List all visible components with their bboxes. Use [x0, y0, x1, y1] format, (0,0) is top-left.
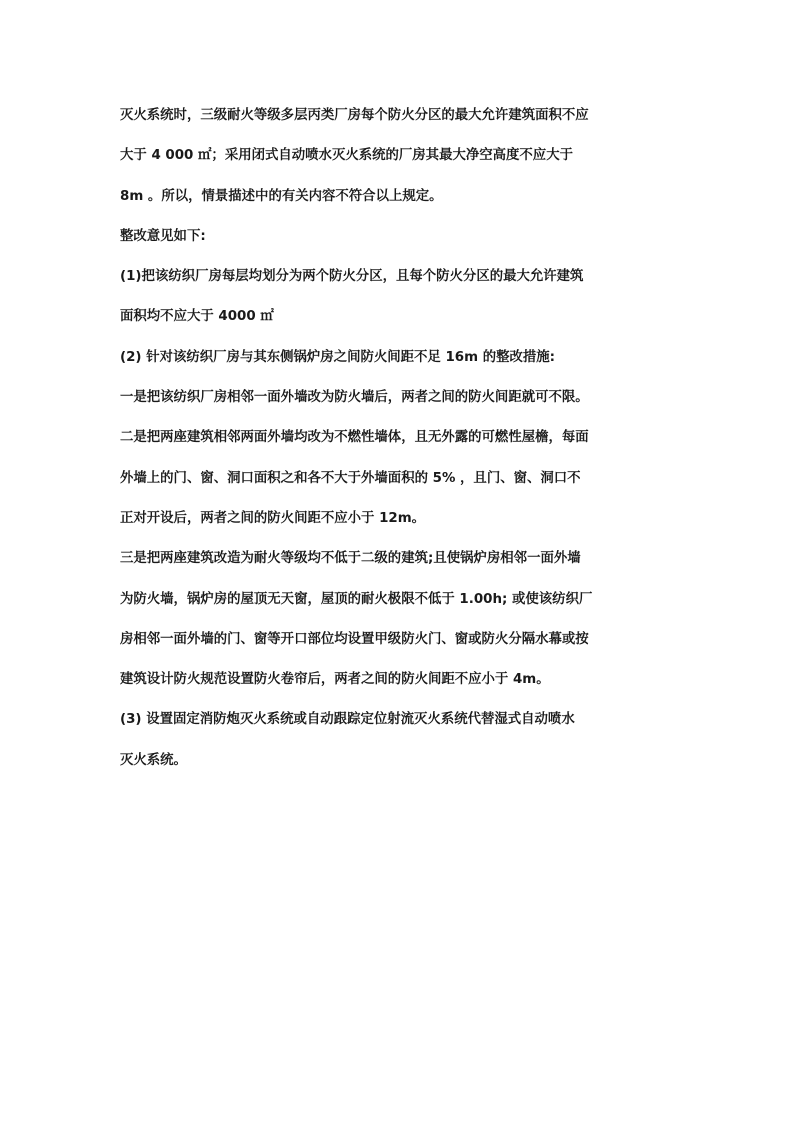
text-line: 二是把两座建筑相邻两面外墙均改为不燃性墙体，且无外露的可燃性屋檐，每面 [120, 430, 589, 446]
text-line: 大于 4 000 ㎡；采用闭式自动喷水灭火系统的厂房其最大净空高度不应大于 [120, 148, 573, 164]
text-line: 一是把该纺织厂房相邻一面外墙改为防火墙后，两者之间的防火间距就可不限。 [120, 390, 589, 406]
text-line: 灭火系统。 [120, 752, 187, 768]
text-line: 面积均不应大于 4000 ㎡ [120, 309, 274, 325]
text-line: 正对开设后，两者之间的防火间距不应小于 12m。 [120, 510, 426, 526]
text-line: (3) 设置固定消防炮灭火系统或自动跟踪定位射流灭火系统代替湿式自动喷水 [120, 712, 575, 728]
text-line: (2) 针对该纺织厂房与其东侧锅炉房之间防火间距不足 16m 的整改措施: [120, 349, 556, 365]
text-line: 8m 。所以，情景描述中的有关内容不符合以上规定。 [120, 188, 443, 204]
text-line: 灭火系统时，三级耐火等级多层丙类厂房每个防火分区的最大允许建筑面积不应 [120, 108, 589, 123]
text-line: (1)把该纺织厂房每层均划分为两个防火分区，且每个防火分区的最大允许建筑 [120, 269, 584, 285]
text-line: 房相邻一面外墙的门、窗等开口部位均设置甲级防火门、窗或防火分隔水幕或按 [120, 631, 589, 647]
text-line: 外墙上的门、窗、洞口面积之和各不大于外墙面积的 5% ，且门、窗、洞口不 [120, 470, 581, 486]
section-heading: 整改意见如下: [120, 228, 206, 244]
text-line: 建筑设计防火规范设置防火卷帘后，两者之间的防火间距不应小于 4m。 [120, 672, 550, 688]
document-body [120, 103, 680, 788]
text-line: 为防火墙，锅炉房的屋顶无天窗，屋顶的耐火极限不低于 1.00h; 或使该纺织厂 [120, 591, 593, 607]
text-line: 三是把两座建筑改造为耐火等级均不低于二级的建筑;且使锅炉房相邻一面外墙 [120, 551, 581, 567]
